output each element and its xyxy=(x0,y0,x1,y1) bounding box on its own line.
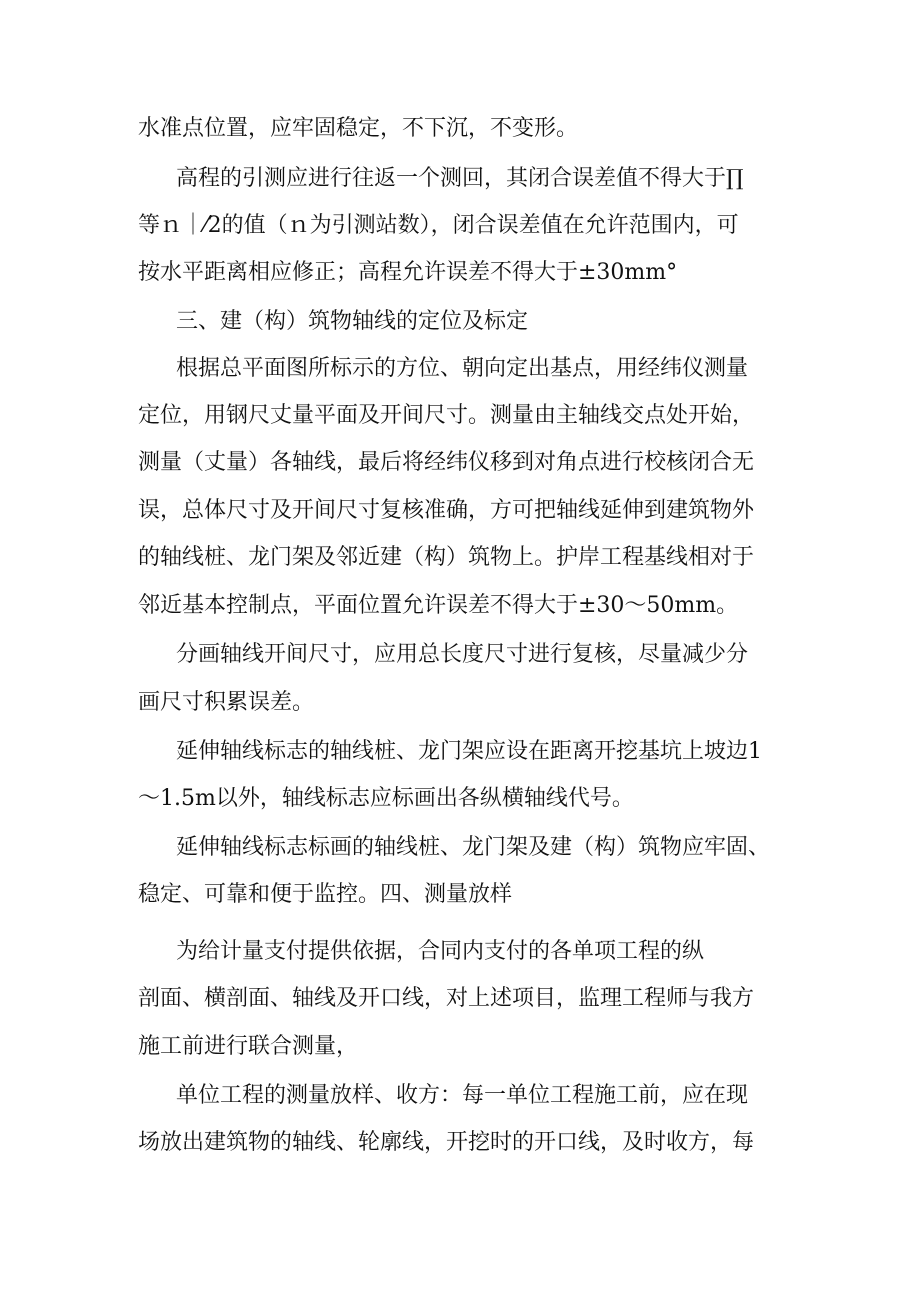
text-line-17: 稳定、可靠和便于监控。四、测量放样 xyxy=(138,882,513,907)
text-line-14: 延伸轴线标志的轴线桩、龙门架应设在距离开挖基坑上坡边1 xyxy=(176,739,762,764)
text-line-21: 单位工程的测量放样、收方：每一单位工程施工前，应在现 xyxy=(176,1083,749,1108)
text-line-1: 水准点位置，应牢固稳定，不下沉，不变形。 xyxy=(138,116,579,141)
text-line-3: 等ｎ｜⁄2的值（ｎ为引测站数），闭合误差值在允许范围内，可 xyxy=(138,213,739,238)
text-line-15: ～1.5m以外，轴线标志应标画出各纵横轴线代号。 xyxy=(138,786,634,811)
text-line-12: 分画轴线开间尺寸，应用总长度尺寸进行复核，尽量减少分 xyxy=(176,642,749,667)
text-line-22: 场放出建筑物的轴线、轮廓线，开挖时的开口线，及时收方，每 xyxy=(138,1130,755,1155)
text-line-11: 邻近基本控制点，平面位置允许误差不得大于±30～50mm。 xyxy=(138,593,739,618)
text-line-8: 测量（丈量）各轴线，最后将经纬仪移到对角点进行校核闭合无 xyxy=(138,450,755,475)
section-heading-3: 三、建（构）筑物轴线的定位及标定 xyxy=(176,309,529,334)
text-line-16: 延伸轴线标志标画的轴线桩、龙门架及建（构）筑物应牢固、 xyxy=(176,835,771,860)
text-line-19: 剖面、横剖面、轴线及开口线，对上述项目，监理工程师与我方 xyxy=(138,986,755,1011)
text-line-18: 为给计量支付提供依据，合同内支付的各单项工程的纵 xyxy=(176,939,705,964)
text-line-4: 按水平距离相应修正；高程允许误差不得大于±30mm° xyxy=(138,260,678,285)
text-line-2: 高程的引测应进行往返一个测回，其闭合误差值不得大于∏ xyxy=(176,166,744,191)
text-line-7: 定位，用钢尺丈量平面及开间尺寸。测量由主轴线交点处开始， xyxy=(138,403,755,428)
text-line-6: 根据总平面图所标示的方位、朝向定出基点，用经纬仪测量 xyxy=(176,356,749,381)
text-line-10: 的轴线桩、龙门架及邻近建（构）筑物上。护岸工程基线相对于 xyxy=(138,545,755,570)
text-line-9: 误，总体尺寸及开间尺寸复核准确，方可把轴线延伸到建筑物外 xyxy=(138,498,755,523)
text-line-20: 施工前进行联合测量， xyxy=(138,1034,359,1059)
text-line-13: 画尺寸积累误差。 xyxy=(138,690,315,715)
